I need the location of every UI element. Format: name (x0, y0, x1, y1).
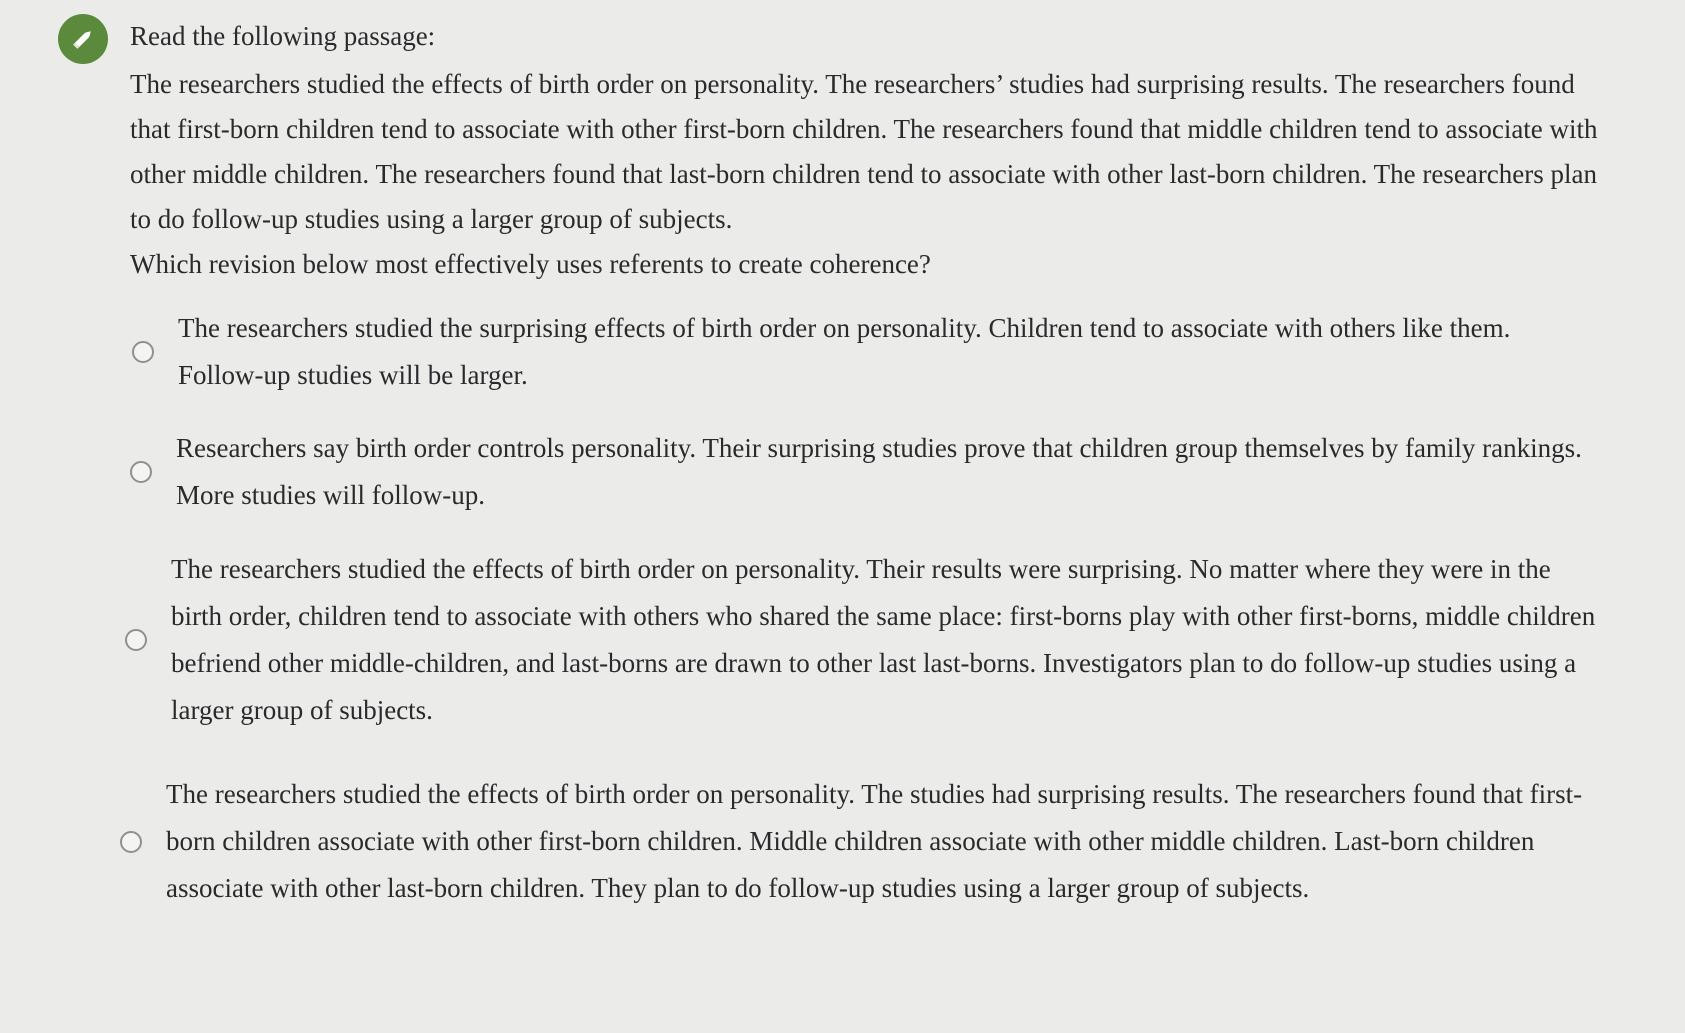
answer-option-1[interactable] (132, 305, 1602, 399)
question-text: Which revision below most effectively uses referents to create coherence? (130, 249, 931, 279)
radio-button-2[interactable] (130, 461, 152, 483)
answer-option-2[interactable] (130, 425, 1600, 519)
passage-prompt: Read the following passage: (130, 21, 436, 51)
pencil-icon (69, 25, 97, 53)
radio-button-3[interactable] (125, 629, 147, 651)
edit-button[interactable] (58, 14, 108, 64)
answer-option-4-text: The researchers studied the effects of birth order on personality. The studies had surprising results. The researchers found that first-born children associate with other first-born children. Middle children associate with other middle children. Last-born children associate with other last-born children. They plan to do follow-up studies using a larger group of subjects. (166, 779, 1583, 903)
answer-option-3[interactable] (125, 546, 1600, 734)
radio-button-4[interactable] (120, 831, 142, 853)
answer-option-3-text: The researchers studied the effects of birth order on personality. Their results were surprising. No matter where they were in the birth order, children tend to associate with others who shared the same place: first-borns play with other first-borns, middle children befriend other middle-children, and last-borns are drawn to other last last-borns. Investigators plan to do follow-up studies using a larger group of subjects. (171, 554, 1596, 725)
passage-text: The researchers studied the effects of birth order on personality. The researchers’ studies had surprising results. The researchers found that first-born children tend to associate with other first-born children. The researchers found that middle children tend to associate with other middle children. The researchers found that last-born children tend to associate with other last-born children. The researchers plan to do follow-up studies using a larger group of subjects. (130, 69, 1598, 234)
radio-button-1[interactable] (132, 341, 154, 363)
answer-option-2-text: Researchers say birth order controls personality. Their surprising studies prove that children group themselves by family rankings. More studies will follow-up. (176, 433, 1582, 510)
answer-option-4[interactable] (120, 771, 1600, 912)
answer-option-1-text: The researchers studied the surprising effects of birth order on personality. Children tend to associate with others like them. Follow-up studies will be larger. (178, 313, 1511, 390)
